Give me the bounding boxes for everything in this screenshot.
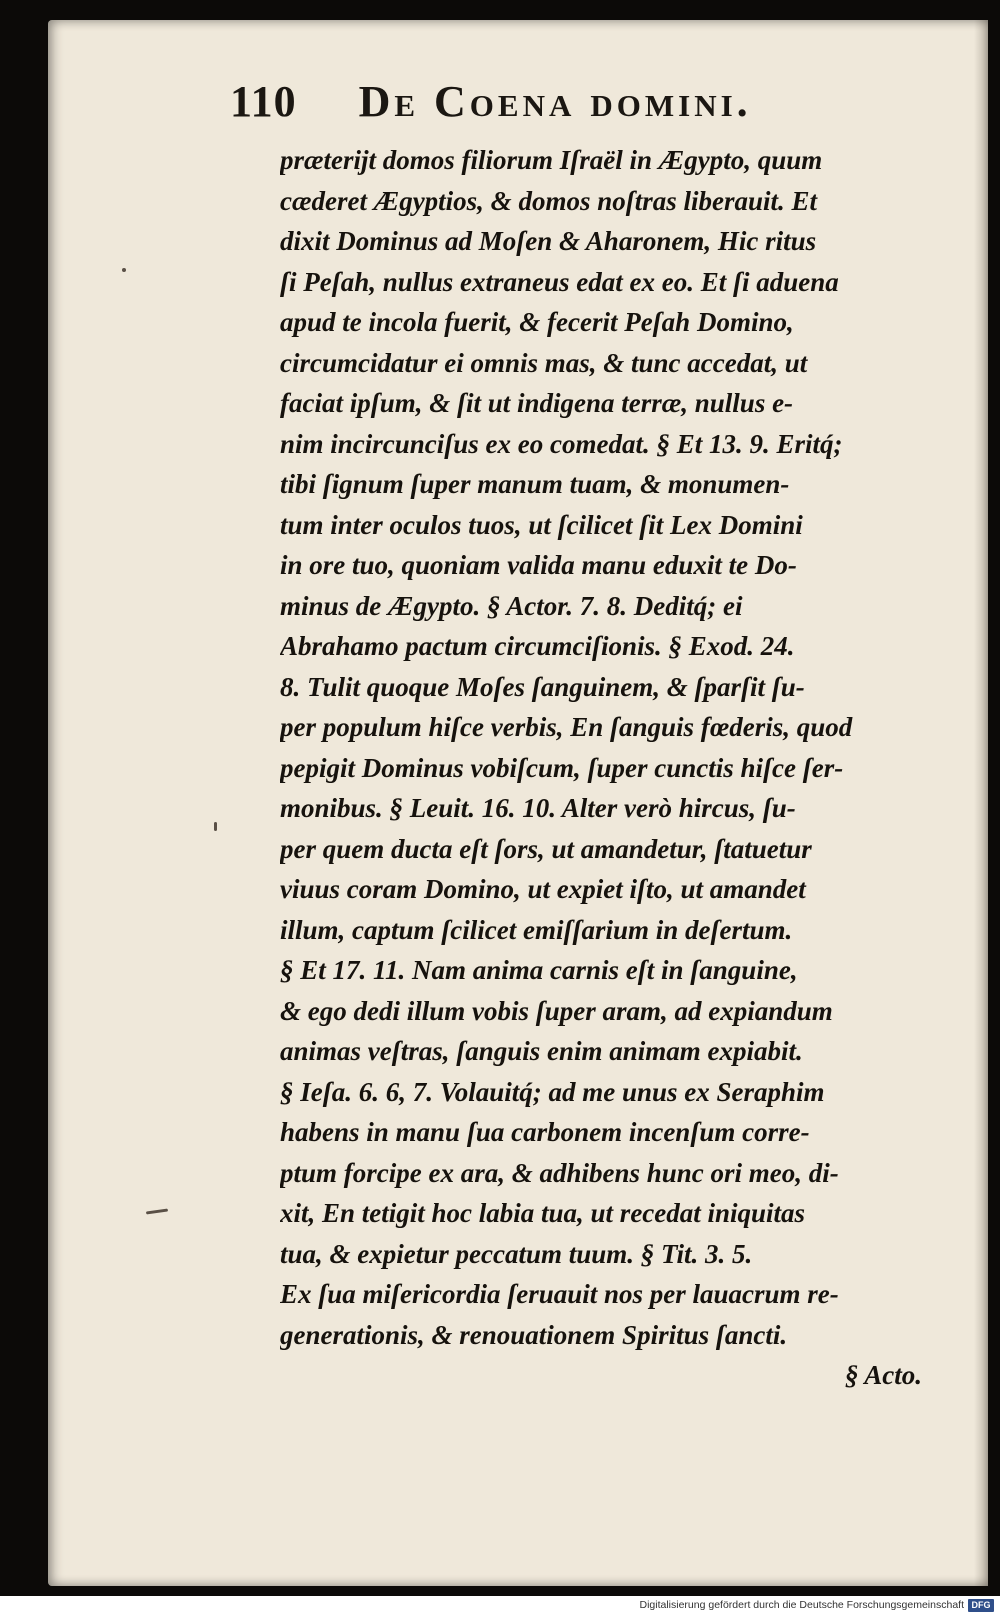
text-line: cæderet Ægyptios, & domos noſtras liberauit. Et [280, 185, 817, 216]
text-line: dixit Dominus ad Moſen & Aharonem, Hic ritus [280, 226, 817, 256]
page-header [230, 76, 870, 136]
text-line: ptum forcipe ex ara, & adhibens hunc ori meo, di- [280, 1157, 839, 1188]
margin-speck [122, 268, 126, 272]
text-line: Ex ſua miſericordia ſeruauit nos per lauacrum re- [280, 1279, 839, 1309]
text-line: pepigit Dominus vobiſcum, ſuper cunctis hiſce ſer- [280, 752, 844, 783]
text-line: tua, & expietur peccatum tuum. § Tit. 3. 5. [280, 1238, 753, 1269]
text-line: animas veſtras, ſanguis enim animam expiabit. [280, 1036, 803, 1066]
text-line: § Et 17. 11. Nam anima carnis eſt in ſanguine, [280, 955, 798, 985]
running-head: De Coena domini. [358, 77, 752, 126]
text-line: viuus coram Domino, ut expiet iſto, ut amandet [280, 874, 806, 904]
text-line: Abrahamo pactum circumciſionis. § Exod. 24. [280, 631, 795, 661]
text-line: monibus. § Leuit. 16. 10. Alter verò hircus, ſu- [280, 793, 796, 823]
text-line: & ego dedi illum vobis ſuper aram, ad expiandum [280, 995, 833, 1026]
text-line: per populum hiſce verbis, En ſanguis fœderis, quod [280, 712, 853, 742]
page-number: 110 [230, 77, 297, 126]
text-line: in ore tuo, quoniam valida manu eduxit te Do- [280, 550, 797, 580]
text-line: 8. Tulit quoque Moſes ſanguinem, & ſparſit ſu- [280, 671, 805, 702]
text-line: ſi Peſah, nullus extraneus edat ex eo. Et ſi aduena [280, 266, 839, 297]
catchword: § Acto. [845, 1360, 922, 1390]
text-line: generationis, & renouationem Spiritus ſancti. [280, 1319, 788, 1350]
body-text [280, 140, 940, 1396]
text-line: apud te incola fuerit, & fecerit Peſah Domino, [280, 307, 794, 337]
text-line: tum inter oculos tuos, ut ſcilicet ſit Lex Domini [280, 509, 803, 540]
text-line: illum, captum ſcilicet emiſſarium in deſertum. [280, 914, 793, 945]
text-line: præterijt domos filiorum Iſraël in Ægypto, quum [280, 145, 823, 175]
text-line: faciat ipſum, & ſit ut indigena terræ, nullus e- [280, 388, 794, 418]
text-line: § Ieſa. 6. 6, 7. Volauitq́; ad me unus ex Seraphim [280, 1076, 825, 1107]
text-line: tibi ſignum ſuper manum tuam, & monumen- [280, 469, 790, 499]
page-edge-shadow [974, 20, 988, 1586]
text-line: xit, En tetigit hoc labia tua, ut recedat iniquitas [280, 1198, 806, 1228]
margin-speck [214, 822, 217, 831]
footer [0, 1596, 1000, 1616]
text-line: minus de Ægypto. § Actor. 7. 8. Deditq́; ei [280, 590, 743, 621]
text-line: circumcidatur ei omnis mas, & tunc accedat, ut [280, 347, 808, 378]
text-line: habens in manu ſua carbonem incenſum corre- [280, 1117, 810, 1147]
text-line: per quem ducta eſt ſors, ut amandetur, ſtatuetur [280, 833, 812, 864]
text-line: nim incircunciſus ex eo comedat. § Et 13. 9. Eritq́; [280, 428, 843, 459]
dfg-logo: DFG [968, 1599, 994, 1612]
funding-credit: Digitalisierung gefördert durch die Deutsche Forschungsgemeinschaft [639, 1599, 964, 1611]
